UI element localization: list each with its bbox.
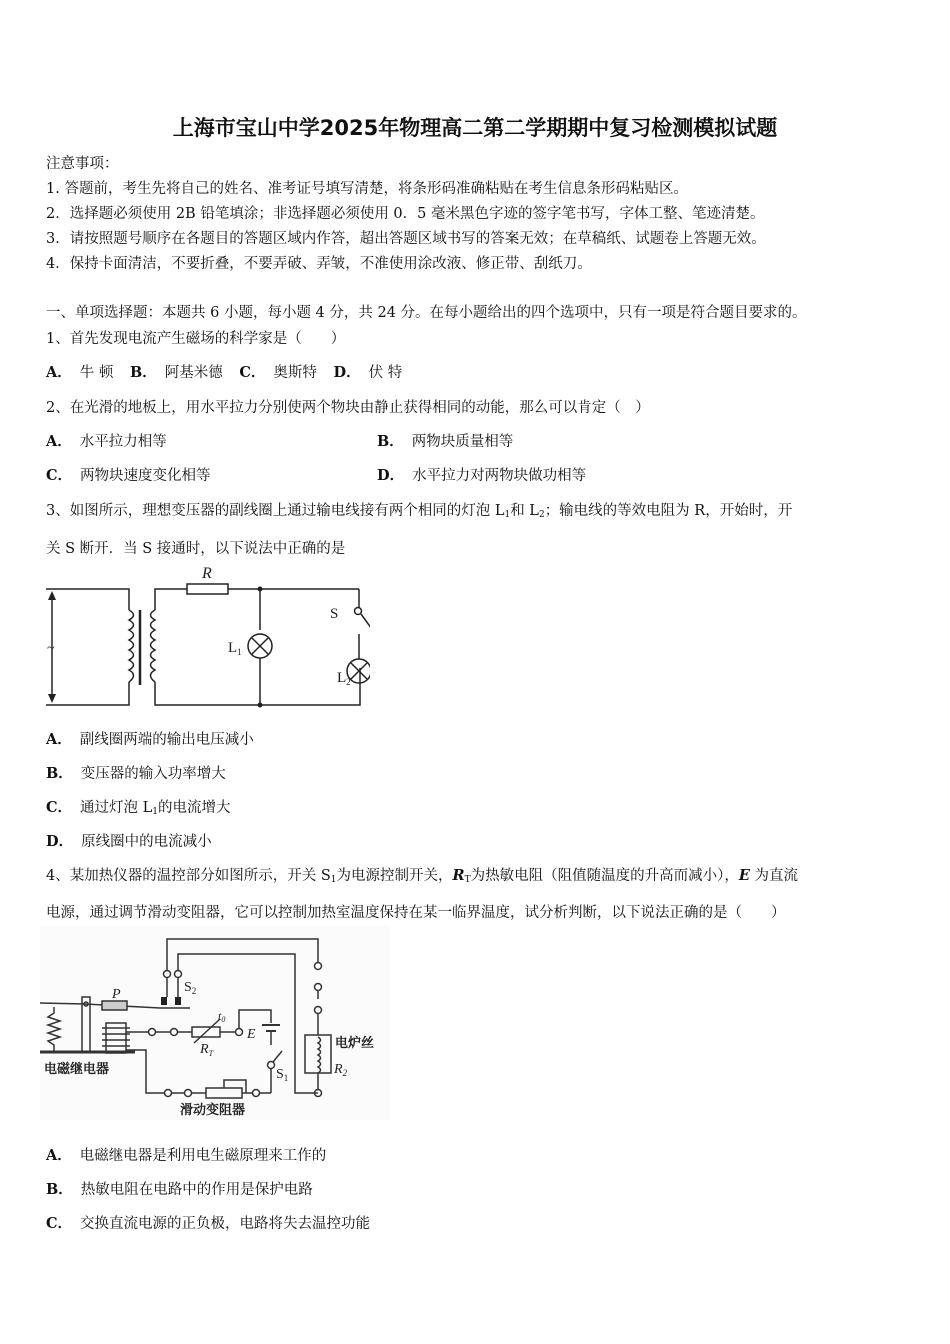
notes-heading: 注意事项： [46,156,119,172]
stem-text: 和 L [510,503,539,519]
notes-item-3: 3．请按照题号顺序在各题目的答题区域内作答，超出答题区域书写的答案无效；在草稿纸、试题卷上答题无效。 [46,231,766,247]
q1-option-d[interactable] [334,365,403,381]
subscript: T [464,875,471,885]
subscript: 1 [152,807,159,817]
option-text: 热敏电阻在电路中的作用是保护电路 [80,1182,313,1198]
option-letter: C． [46,467,73,484]
option-text: 的电流增大 [158,800,231,816]
q1-stem: 1、首先发现电流产生磁场的科学家是（ ） [46,331,346,347]
q3-stem-line2: 关 S 断开．当 S 接通时，以下说法中正确的是 [46,541,346,557]
option-text: 伏 特 [368,365,403,381]
option-text: 水平拉力对两物块做功相等 [412,468,587,484]
math-symbol: R [452,867,465,884]
stem-text: 为直流 [749,868,799,884]
q1-option-c[interactable] [239,365,317,381]
q4-option-b[interactable] [46,1178,313,1199]
notes-item-2: 2．选择题必须使用 2B 铅笔填涂；非选择题必须使用 0．5 毫米黑色字迹的签字笔书写，字体工整、笔迹清楚。 [46,206,765,222]
q2-option-c[interactable] [46,464,211,485]
q4-option-c[interactable] [46,1212,370,1233]
q3-option-c[interactable] [46,796,231,817]
option-letter: B． [46,765,73,782]
label-r2: R [334,1062,343,1077]
option-letter: B． [46,1181,73,1198]
stem-text: 为电源控制开关， [336,868,453,884]
q3-option-b[interactable] [46,762,226,783]
label-s1: S [276,1067,284,1082]
svg-text:L1: $L_1$ [228,640,242,657]
option-letter: D． [333,364,361,381]
math-symbol: E [738,867,750,884]
option-text: 两物块速度变化相等 [80,468,211,484]
label-l1: L [228,640,238,656]
q1-options [46,361,402,382]
option-letter: A． [46,731,72,748]
stem-text: ；输电线的等效电阻为 R，开始时，开 [544,503,793,519]
option-text: 两物块质量相等 [411,434,514,450]
q4-stem-line1 [46,864,798,885]
option-text: 奥斯特 [273,365,317,381]
option-letter: B． [129,364,157,381]
svg-text:S1: $S_1$ [276,1067,289,1083]
svg-text:RT: $R_T$ [200,1042,214,1058]
label-rheostat: 滑动变阻器 [180,1102,246,1117]
label-s: S [330,606,339,622]
q3-stem-line1 [46,499,792,520]
label-l2: L [337,670,347,686]
q3-option-d[interactable] [46,830,212,851]
option-text: 牛 顿 [79,365,114,381]
label-p: P [112,987,121,1002]
subscript: 2 [538,510,545,520]
label-t0: t [218,1009,222,1023]
svg-text:S2: $S_2$ [184,980,197,996]
q2-option-b[interactable] [377,430,513,451]
label-ac: ~ [47,641,55,656]
q2-option-d[interactable] [377,464,586,485]
option-text: 副线圈两端的输出电压减小 [79,732,254,748]
option-letter: C． [46,1215,73,1232]
option-letter: D． [377,467,405,484]
notes-item-4: 4．保持卡面清洁，不要折叠，不要弄破、弄皱，不准使用涂改液、修正带、刮纸刀。 [46,256,592,272]
option-text: 通过灯泡 L [80,800,153,816]
label-rt: R [200,1042,209,1057]
svg-text:t0: t0 [218,1009,226,1024]
stem-text: 4、某加热仪器的温控部分如图所示，开关 S [46,868,331,884]
q1-option-a[interactable] [46,365,113,381]
q4-stem-line2: 电源，通过调节滑动变阻器，它可以控制加热室温度保持在某一临界温度，试分析判断，以下说法正确的是（ ） [46,905,786,921]
option-letter: C． [239,364,266,381]
option-letter: A． [46,364,72,381]
option-text: 原线圈中的电流减小 [81,834,212,850]
section-heading: 一、单项选择题：本题共 6 小题，每小题 4 分，共 24 分。在每小题给出的四个选项中，只有一项是符合题目要求的。 [46,305,807,321]
label-furnace: 电炉丝 [335,1035,375,1050]
option-letter: B． [377,433,404,450]
transformer-circuit-figure [40,560,370,710]
stem-text: 为热敏电阻（阻值随温度的升高而减小）， [470,868,739,884]
subscript: 1 [504,510,511,520]
q1-option-b[interactable] [130,365,223,381]
page-title: 上海市宝山中学2025年物理高二第二学期期中复习检测模拟试题 [172,116,778,140]
option-letter: C． [46,799,73,816]
q4-option-a[interactable] [46,1144,326,1165]
option-text: 电磁继电器是利用电生磁原理来工作的 [79,1148,327,1164]
q3-option-a[interactable] [46,728,254,749]
thermostat-circuit-figure [40,925,390,1120]
subscript: 1 [330,875,337,885]
label-e: E [247,1027,256,1042]
option-letter: D． [46,833,74,850]
label-s2: S [184,980,192,995]
option-letter: A． [46,433,72,450]
option-letter: A． [46,1147,72,1164]
option-text: 交换直流电源的正负极，电路将失去温控功能 [80,1216,371,1232]
option-text: 变压器的输入功率增大 [80,766,226,782]
label-relay: 电磁继电器 [44,1061,110,1076]
option-text: 水平拉力相等 [79,434,167,450]
notes-item-1: 1. 答题前，考生先将自己的姓名、准考证号填写清楚，将条形码准确粘贴在考生信息条形码粘贴区。 [46,181,688,197]
label-r: R [202,565,212,582]
q2-stem: 2、在光滑的地板上，用水平拉力分别使两个物块由静止获得相同的动能，那么可以肯定（ ） [46,400,650,416]
svg-text:R2: $R_2$ [334,1062,348,1078]
option-text: 阿基米德 [164,365,223,381]
stem-text: 3、如图所示，理想变压器的副线圈上通过输电线接有两个相同的灯泡 L [46,503,505,519]
svg-text:L2: $L_2$ [337,670,351,687]
q2-option-a[interactable] [46,430,167,451]
